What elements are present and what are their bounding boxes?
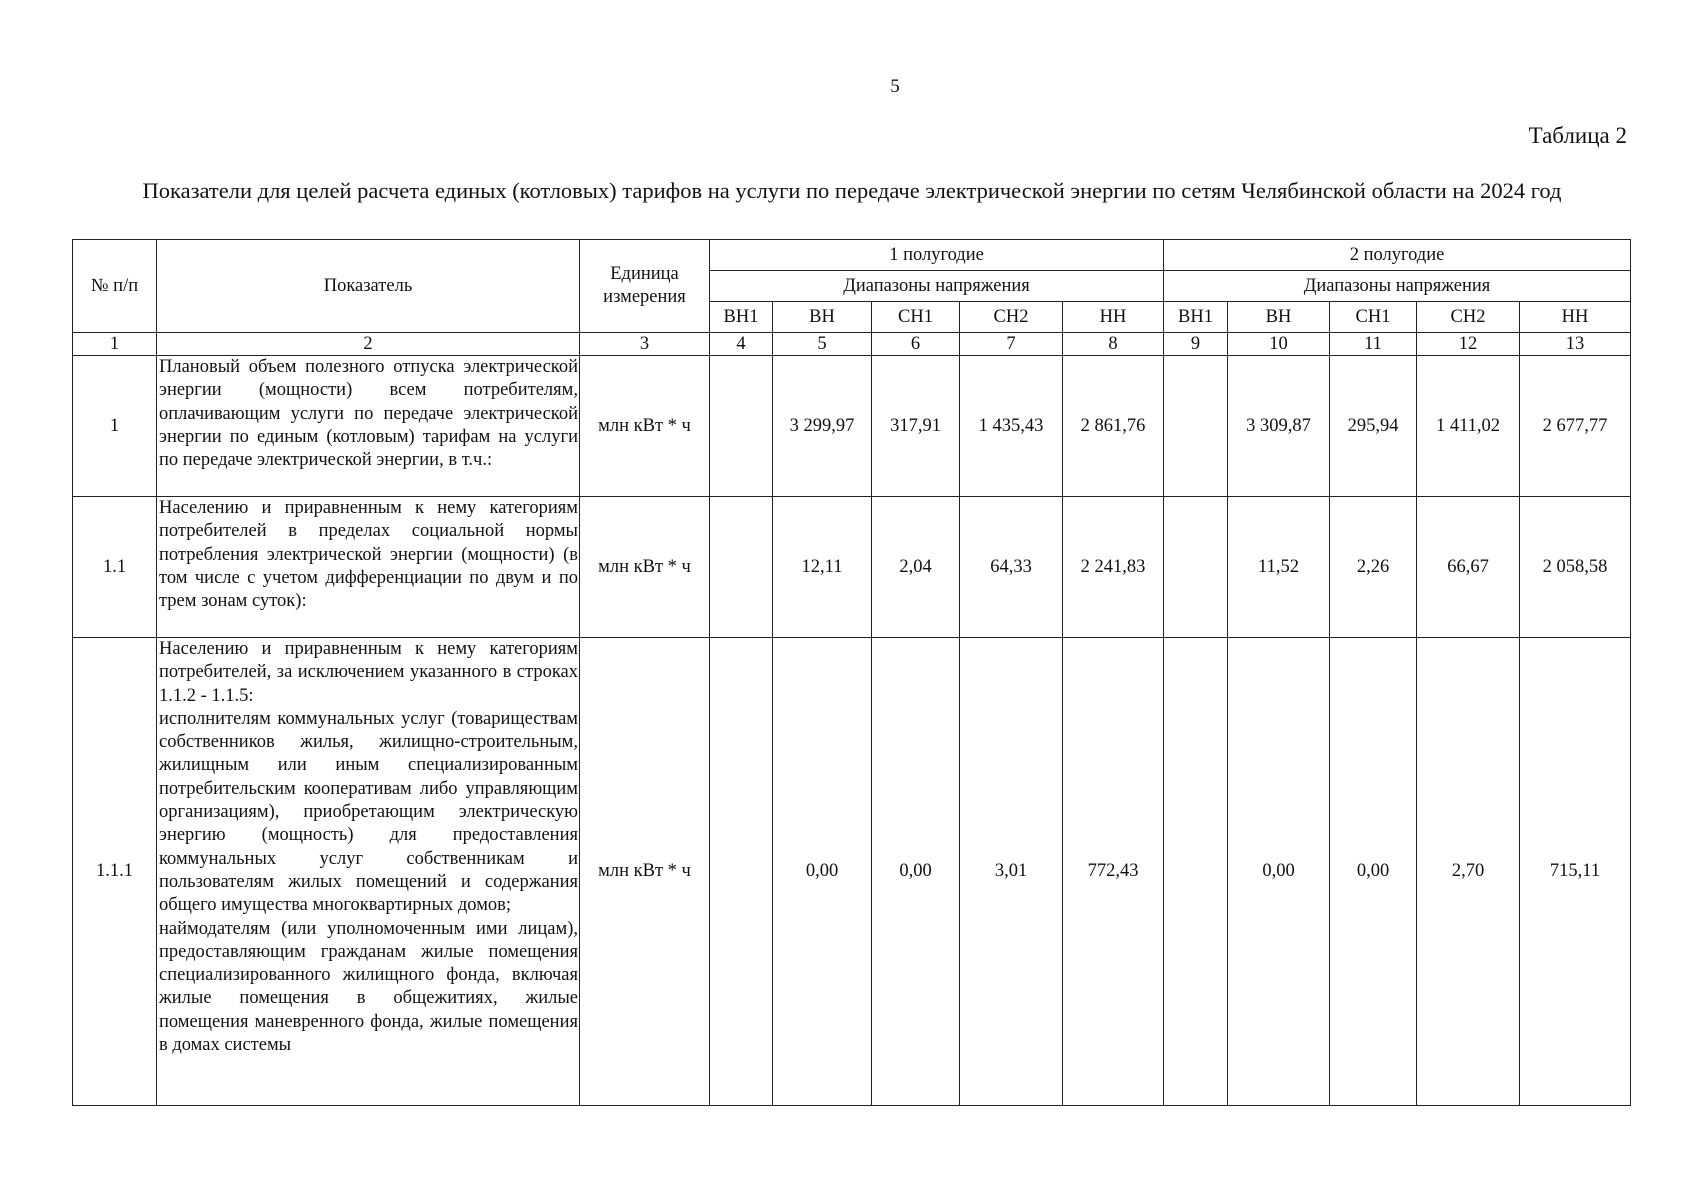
header-voltage-sn1: СН1 bbox=[1330, 302, 1417, 333]
table-label: Таблица 2 bbox=[1528, 123, 1627, 148]
value-h1-vn: 3 299,97 bbox=[773, 356, 872, 497]
table-row bbox=[73, 638, 1631, 1106]
value-h2-vn1 bbox=[1164, 356, 1228, 497]
header-ranges-half2: Диапазоны напряжения bbox=[1164, 271, 1631, 302]
row-number: 1.1.1 bbox=[73, 638, 157, 1106]
indicator-paragraph: наймодателям (или уполномоченным ими лицам), предоставляющим гражданам жилые помещения специализированного жилищного фонда, включая жилые помещения в общежитиях, жилые помещения маневренного фонда, жилые помещения в домах системы bbox=[159, 918, 578, 1056]
header-voltage-sn1: СН1 bbox=[872, 302, 960, 333]
column-number: 9 bbox=[1164, 333, 1228, 356]
value-h1-sn1: 0,00 bbox=[872, 638, 960, 1106]
column-number: 10 bbox=[1228, 333, 1330, 356]
indicator-paragraph: Населению и приравненным к нему категориям потребителей, за исключением указанного в строках 1.1.2 - 1.1.5: bbox=[159, 639, 578, 706]
column-number: 11 bbox=[1330, 333, 1417, 356]
value-h1-nn: 2 861,76 bbox=[1063, 356, 1164, 497]
column-number: 12 bbox=[1417, 333, 1520, 356]
header-indicator: Показатель bbox=[157, 240, 580, 333]
header-voltage-vn: ВН bbox=[773, 302, 872, 333]
value-h2-vn: 0,00 bbox=[1228, 638, 1330, 1106]
value-h1-sn2: 1 435,43 bbox=[960, 356, 1063, 497]
document-title: Показатели для целей расчета единых (котловых) тарифов на услуги по передаче электрической энергии по сетям Челябинской области на 2024 год bbox=[142, 178, 1562, 203]
header-unit: Единица измерения bbox=[580, 240, 710, 333]
row-indicator: Плановый объем полезного отпуска электрической энергии (мощности) всем потребителям, оплачивающим услуги по передаче электрической энергии по единым (котловым) тарифам на услуги по передаче электрической энергии, в т.ч.: bbox=[157, 356, 580, 497]
value-h2-nn: 715,11 bbox=[1520, 638, 1631, 1106]
header-half2: 2 полугодие bbox=[1164, 240, 1631, 271]
column-numbers-row bbox=[73, 333, 1631, 356]
header-voltage-vn1: ВН1 bbox=[710, 302, 773, 333]
indicators-table bbox=[72, 239, 1631, 1106]
column-number: 8 bbox=[1063, 333, 1164, 356]
header-voltage-sn2: СН2 bbox=[1417, 302, 1520, 333]
row-indicator: Населению и приравненным к нему категориям потребителей в пределах социальной нормы потребления электрической энергии (мощности) (в том числе с учетом дифференциации по двум и по трем зонам суток): bbox=[157, 497, 580, 638]
value-h2-sn1: 295,94 bbox=[1330, 356, 1417, 497]
row-unit: млн кВт * ч bbox=[580, 497, 710, 638]
column-number: 4 bbox=[710, 333, 773, 356]
value-h1-sn1: 317,91 bbox=[872, 356, 960, 497]
header-half1: 1 полугодие bbox=[710, 240, 1164, 271]
header-voltage-nn: НН bbox=[1520, 302, 1631, 333]
value-h1-sn2: 3,01 bbox=[960, 638, 1063, 1106]
value-h2-sn1: 0,00 bbox=[1330, 638, 1417, 1106]
page-number: 5 bbox=[890, 76, 900, 97]
column-number: 6 bbox=[872, 333, 960, 356]
value-h2-nn: 2 677,77 bbox=[1520, 356, 1631, 497]
header-ranges-half1: Диапазоны напряжения bbox=[710, 271, 1164, 302]
value-h2-sn1: 2,26 bbox=[1330, 497, 1417, 638]
column-number: 5 bbox=[773, 333, 872, 356]
table-row bbox=[73, 356, 1631, 497]
value-h1-vn1 bbox=[710, 497, 773, 638]
value-h2-sn2: 1 411,02 bbox=[1417, 356, 1520, 497]
row-number: 1 bbox=[73, 356, 157, 497]
value-h1-vn: 0,00 bbox=[773, 638, 872, 1106]
value-h1-nn: 772,43 bbox=[1063, 638, 1164, 1106]
column-number: 7 bbox=[960, 333, 1063, 356]
row-unit: млн кВт * ч bbox=[580, 638, 710, 1106]
table-row bbox=[73, 497, 1631, 638]
column-number: 3 bbox=[580, 333, 710, 356]
row-unit: млн кВт * ч bbox=[580, 356, 710, 497]
value-h2-vn: 11,52 bbox=[1228, 497, 1330, 638]
value-h1-nn: 2 241,83 bbox=[1063, 497, 1164, 638]
header-voltage-sn2: СН2 bbox=[960, 302, 1063, 333]
column-number: 13 bbox=[1520, 333, 1631, 356]
header-num: № п/п bbox=[73, 240, 157, 333]
header-voltage-vn1: ВН1 bbox=[1164, 302, 1228, 333]
value-h2-vn1 bbox=[1164, 497, 1228, 638]
value-h1-vn1 bbox=[710, 356, 773, 497]
row-indicator bbox=[157, 638, 580, 1106]
value-h2-sn2: 66,67 bbox=[1417, 497, 1520, 638]
value-h1-sn2: 64,33 bbox=[960, 497, 1063, 638]
row-number: 1.1 bbox=[73, 497, 157, 638]
value-h2-sn2: 2,70 bbox=[1417, 638, 1520, 1106]
column-number: 1 bbox=[73, 333, 157, 356]
header-voltage-nn: НН bbox=[1063, 302, 1164, 333]
value-h2-vn: 3 309,87 bbox=[1228, 356, 1330, 497]
value-h1-vn1 bbox=[710, 638, 773, 1106]
indicator-paragraph: исполнителям коммунальных услуг (товариществам собственников жилья, жилищно-строительным, жилищным или иным специализированным потребительским кооперативам либо управляющим организациям), приобретающим электрическую энергию (мощность) для предоставления коммунальных услуг собственникам и пользователям жилых помещений и содержания общего имущества многоквартирных домов; bbox=[159, 708, 578, 916]
value-h1-vn: 12,11 bbox=[773, 497, 872, 638]
column-number: 2 bbox=[157, 333, 580, 356]
value-h1-sn1: 2,04 bbox=[872, 497, 960, 638]
header-voltage-vn: ВН bbox=[1228, 302, 1330, 333]
value-h2-nn: 2 058,58 bbox=[1520, 497, 1631, 638]
value-h2-vn1 bbox=[1164, 638, 1228, 1106]
